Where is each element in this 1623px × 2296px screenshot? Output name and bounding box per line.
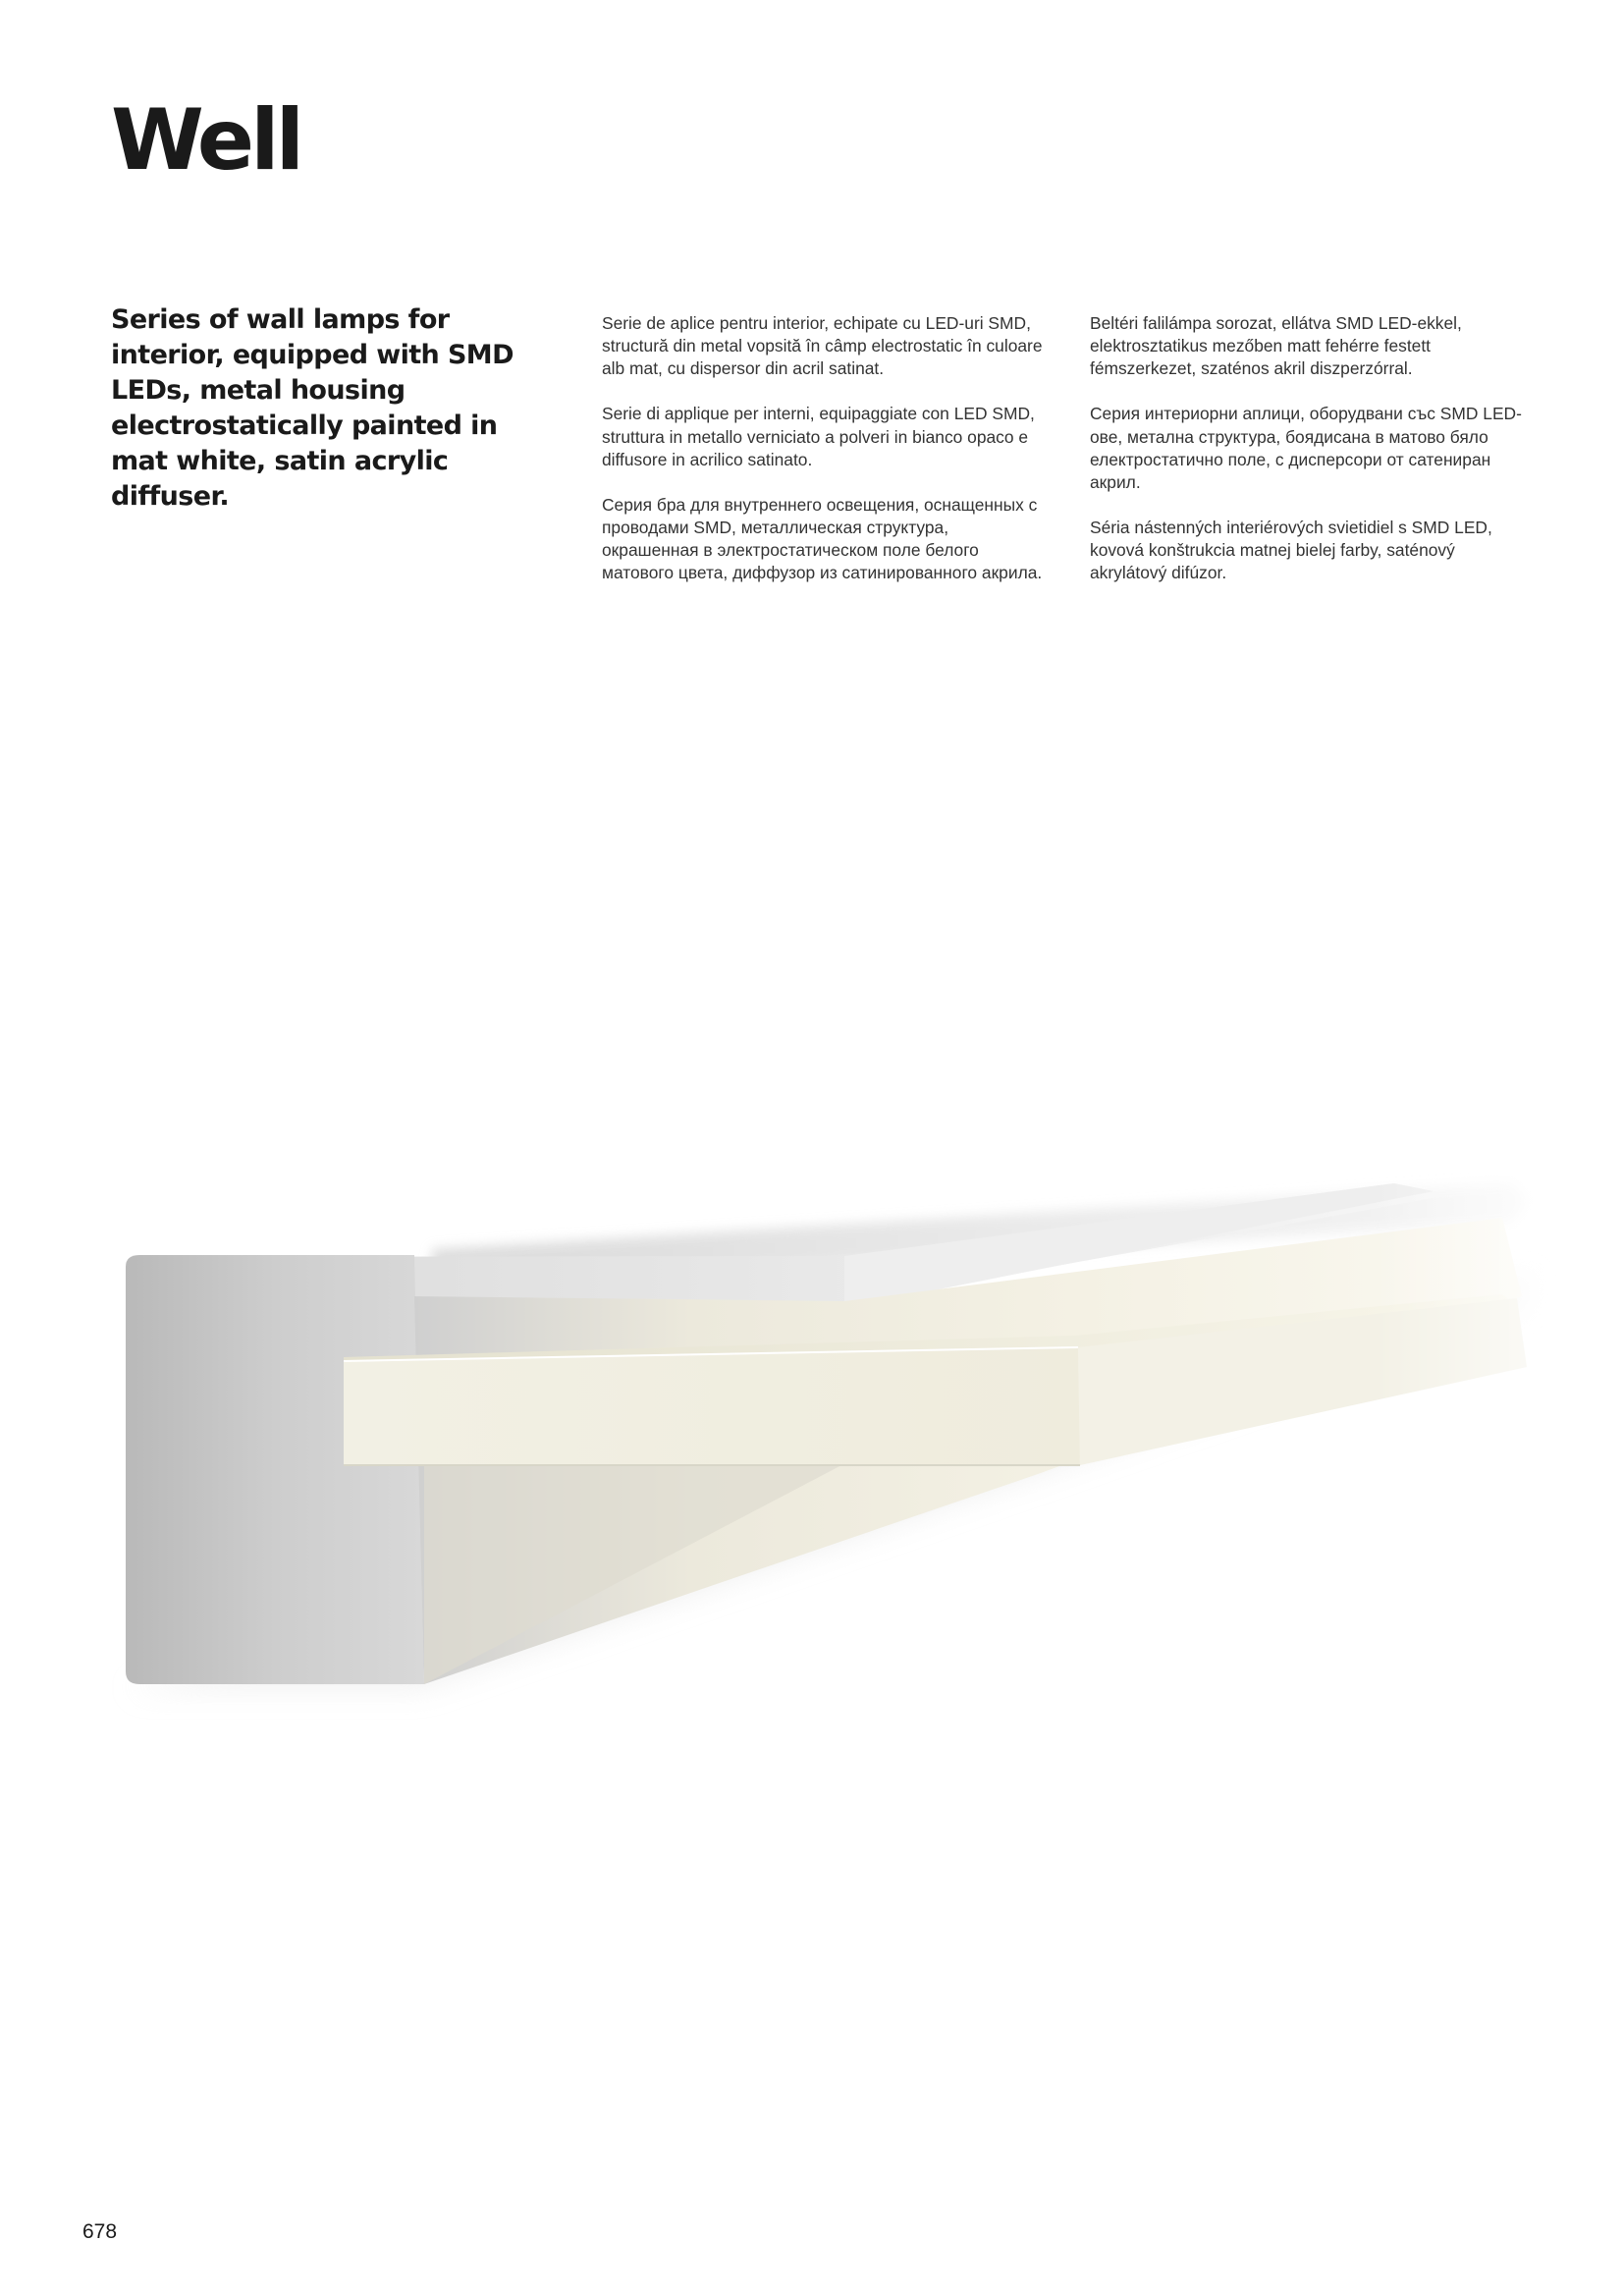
wall-lamp-product-image (0, 1080, 1623, 1768)
description-bulgarian: Серия интериорни аплици, оборудвани със SMD LED-ове, метална структура, боядисана в матово бяло електростатично поле, с дисперсори от сатениран акрил. (1090, 404, 1522, 492)
description-italian: Serie di applique per interni, equipaggiate con LED SMD, struttura in metallo verniciato a polveri in bianco opaco e diffusore in acrilico satinato. (602, 404, 1035, 469)
page-title: Well (111, 91, 301, 190)
page-number: 678 (82, 2220, 118, 2243)
description-russian: Серия бра для внутреннего освещения, оснащенных с проводами SMD, металлическая структура, окрашенная в электростатическом поле белого матового цвета, диффузор из сатинированного акрила. (602, 494, 1043, 583)
description-hungarian: Beltéri falilámpa sorozat, ellátva SMD LED-ekkel, elektrosztatikus mezőben matt fehérre festett fémszerkezet, szaténos akril diszperzórral. (1090, 313, 1462, 379)
description-column-middle (602, 312, 1044, 607)
lead-description-english: Series of wall lamps for interior, equipped with SMD LEDs, metal housing electrostatically painted in mat white, satin acrylic diffuser. (111, 304, 514, 512)
description-column-right (1090, 312, 1532, 607)
description-romanian: Serie de aplice pentru interior, echipate cu LED-uri SMD, structură din metal vopsită în câmp electrostatic în culoare alb mat, cu dispersor din acril satinat. (602, 313, 1043, 379)
description-slovak: Séria nástenných interiérových svietidiel s SMD LED, kovová konštrukcia matnej bielej farby, saténový akrylátový difúzor. (1090, 517, 1492, 583)
